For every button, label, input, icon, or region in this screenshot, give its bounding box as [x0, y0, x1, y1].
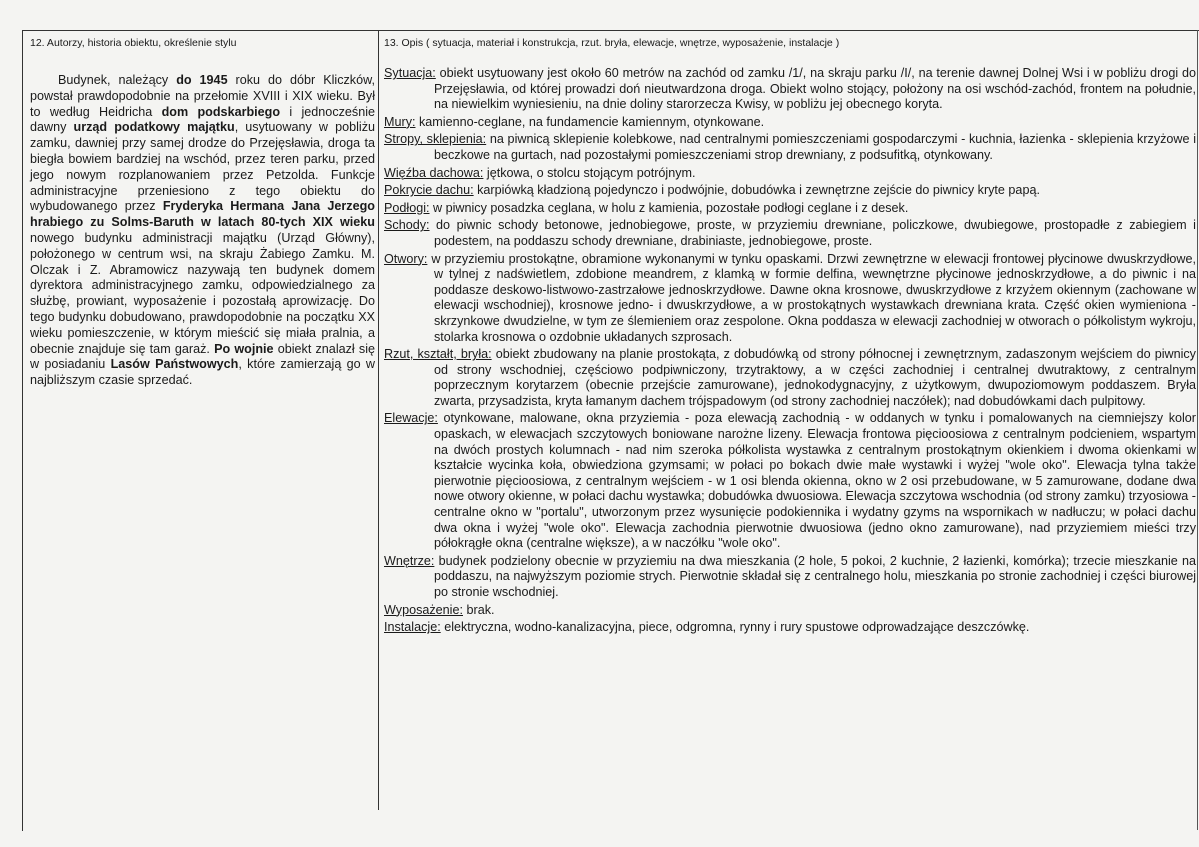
history-bold: Po wojnie [214, 341, 274, 356]
history-text: , które zamierzają go w najbliższym czasie sprzedać. [30, 357, 375, 388]
entry-label: Mury: [384, 114, 416, 129]
entry-text: na piwnicą sklepienie kolebkowe, nad centralnymi pomieszczeniami gospodarczymi - kuchnia, łazienka - sklepienia krzyżowe i beczkowe na gurtach, nad pozostałymi pomieszczeniami strop drewniany, z podsufitką, otynkowany. [434, 132, 1197, 162]
history-column [30, 73, 375, 389]
entry-text: budynek podzielony obecnie w przyziemiu na dwa mieszkania (2 hole, 5 pokoi, 2 kuchnie, 2 łazienki, komórka); trzecie mieszkanie na poddaszu, na najwyższym poziomie strych. Pierwotnie składał się z centralnego holu, mieszkania po stronie zachodniej i części biurowej po stronie wschodniej. [434, 553, 1196, 599]
entry-wnetrze [384, 554, 1196, 601]
history-text: roku do dóbr Kliczków, powstał prawdopodobnie na przełomie XVIII i XIX wieku. Był to według Heidricha [30, 73, 376, 119]
entry-pokrycie [384, 183, 1196, 199]
entry-text: karpiówką kładzioną pojedynczo i podwójnie, dobudówka i zewnętrzne zejście do piwnicy kryte papą. [473, 183, 1040, 198]
right-border [1197, 30, 1198, 830]
entry-schody [384, 218, 1196, 249]
entry-label: Więźba dachowa: [384, 165, 484, 180]
entry-text: otynkowane, malowane, okna przyziemia - poza elewacją zachodnią - w oddanych w tynku i pomalowanych na ciemniejszy kolor opaskach, w elewacjach szczytowych boniowane narożne lizeny. Elewacja frontowa pięcioosiowa z centralnym podcieniem, wspartym na dwóch prostych kolumnach - nad nim szeroka półkolista wystawka z centralnym prostokątnym okienkiem i dwoma okienkami w kształcie wycinka koła, obwiedziona gzymsami; w połaci po bokach dwie małe wystawki i wyżej "wole oko". Elewacja tylna także pierwotnie pięcioosiowa, z centralnym wejściem - w 1 osi blenda okienna, okno w 2 osi przebudowane, w 5 zamurowane, dodane dwa nowe otwory okienne, w połaci dachu wystawka; dobudówka dwuosiowa. Elewacja szczytowa wschodnia (od strony zamku) trzyosiowa - centralne okno w "portalu", utworzonym przez wysunięcie podokiennika i wydatny gzyms na wspornikach w nadłuczu; w połaci dachu dwa okna i wyżej "wole oko". Elewacja zachodnia pierwotnie dwuosiowa (jedno okno zamurowane), nad przyziemiem mieści trzy półokrągłe okna (centralne większe), a w naczółku "wole oko". [434, 411, 1196, 551]
history-bold: Lasów Państwowych [110, 357, 239, 372]
entry-label: Otwory: [384, 251, 428, 266]
entry-text: obiekt usytuowany jest około 60 metrów na zachód od zamku /1/, na skraju parku /I/, na terenie dawnej Dolnej Wsi i w pobliżu drogi do Przejęsławia, od której prowadzi doń nieutwardzona droga. Obiekt wolno stojący, położony na osi wschód-zachód, frontem na południe, na niewielkim wyniesieniu, na dnie doliny starorzecza Kwisy, w pobliżu jej obecnego koryta. [434, 66, 1196, 112]
entry-elewacje [384, 411, 1196, 551]
entry-text: w piwnicy posadzka ceglana, w holu z kamienia, pozostałe podłogi ceglane i z desek. [429, 200, 909, 215]
history-text: nowego budynku administracji majątku (Urząd Główny), położonego w centrum wsi, na skraju Żabiego Zamku. M. Olczak i Z. Abramowicz nazywają ten budynek domem dyrektora administracyjnego zamku, odpowiedzialnego za służbę, prowiant, wyposażenie i pozostałą aprowizację. Do tego budynku dobudowano, prawdopodobnie na początku XX wieku pomieszczenie, w którym mieścić się miała pralnia, a obecnie znajduje się tam garaż. [30, 230, 375, 356]
entry-wiezba [384, 166, 1196, 182]
history-bold: dom podskarbiego [161, 104, 281, 119]
history-text: , usytuowany w pobliżu zamku, dawniej przy samej drodze do Przejęsławia, droga ta biegła bowiem bardziej na wschód, przez teren parku, przed jego nowym rozplanowaniem przez Petzolda. Funkcje administracyjne przeniesiono z tego obiektu do wybudowanego przez [30, 120, 375, 214]
entry-mury [384, 115, 1196, 131]
entry-text: kamienno-ceglane, na fundamencie kamiennym, otynkowane. [415, 114, 765, 129]
history-text: obiekt znalazł się w posiadaniu [30, 341, 375, 372]
entry-label: Stropy, sklepienia: [384, 132, 487, 147]
entry-podlogi [384, 201, 1196, 217]
entry-label: Instalacje: [384, 620, 441, 635]
entry-label: Schody: [384, 218, 430, 233]
entry-text: obiekt zbudowany na planie prostokąta, z dobudówką od strony północnej i zewnętrznym, zadaszonym wejściem do piwnicy od strony wschodniej, częściowo podpiwniczony, trzytraktowy, a w części zachodniej i centralnej dwutraktowy, z centralnym poprzecznym korytarzem (obecnie przejście zamurowane), jednokodygnacyjny, z użytkowym, dwupoziomowym poddaszem. Bryła zwarta, przysadzista, kryta łamanym dachem trójspadowym (od strony zachodniej naczółek); nad dobudówkami dach pulpitowy. [434, 347, 1196, 408]
entry-otwory [384, 252, 1196, 346]
history-paragraph [30, 73, 375, 389]
entry-text: jętkowa, o stolcu stojącym potrójnym. [483, 165, 696, 180]
entry-text: elektryczna, wodno-kanalizacyjna, piece, odgromna, rynny i rury spustowe odprowadzające deszczówkę. [440, 620, 1030, 635]
entry-instalacje [384, 620, 1196, 636]
entry-text: w przyziemiu prostokątne, obramione wykonanymi w tynku opaskami. Drzwi zewnętrzne w elewacji frontowej płycinowe dwuskrzydłowe, w tylnej z nadświetlem, zdobione meandrem, z klamką w formie delfina, wewnętrzne płycinowe jednoskrzydłowe, a do piwnic i na poddasze deskowo-listwowo-zastrzałowe jednoskrzydłowe. Dawne okna krosnowe, dwuskrzydłowe z krzyżem okiennym (zachowane w elewacji wschodniej), krosnowe jedno- i dwuskrzydłowe, a w prostokątnych wystawkach drewniana krata. Część okien wymieniona - skrzynkowe dwudzielne, w tym ze ślemieniem oraz zespolone. Okna poddasza w elewacji zachodniej w otworach o półkolistym wykroju, stolarka krosnowa o ozdobnie układanych szprosach. [427, 251, 1196, 344]
history-bold: urząd podatkowy majątku [73, 120, 235, 135]
entry-rzut [384, 347, 1196, 409]
entry-label: Wyposażenie: [384, 602, 463, 617]
entry-sytuacja [384, 66, 1196, 113]
entry-stropy [384, 132, 1196, 163]
entry-text: do piwnic schody betonowe, jednobiegowe, proste, w przyziemiu drewniane, policzkowe, dwubiegowe, prostopadłe z zabiegiem i podestem, na poddaszu schody drewniane, drabiniaste, jednobiegowe, proste. [429, 218, 1196, 248]
entry-label: Rzut, kształt, bryła: [384, 347, 492, 362]
description-column [384, 66, 1196, 638]
entry-wyposazenie [384, 603, 1196, 619]
entry-label: Pokrycie dachu: [384, 183, 474, 198]
history-bold: do 1945 [176, 73, 228, 87]
entry-label: Wnętrze: [384, 553, 435, 568]
section-12-header: 12. Autorzy, historia obiektu, określenie stylu [30, 37, 237, 49]
section-13-header: 13. Opis ( sytuacja, materiał i konstrukcja, rzut. bryła, elewacje, wnętrze, wyposażenie, instalacje ) [384, 37, 840, 49]
history-text: i jednocześnie dawny [30, 104, 376, 135]
history-text: Budynek, należący [58, 73, 177, 87]
column-divider [378, 30, 379, 810]
entry-text: brak. [463, 602, 495, 617]
entry-label: Sytuacja: [384, 66, 436, 80]
entry-label: Elewacje: [384, 411, 438, 426]
history-bold: Fryderyka Hermana Jana Jerzego hrabiego zu Solms-Baruth w latach 80-tych XIX wieku [30, 199, 375, 230]
entry-label: Podłogi: [384, 200, 430, 215]
